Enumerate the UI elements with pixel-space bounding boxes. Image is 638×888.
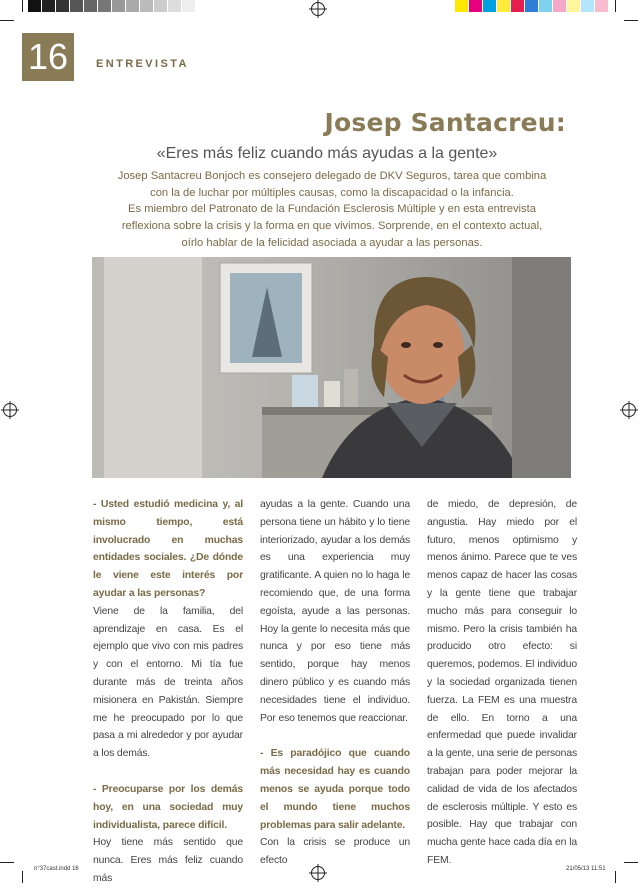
article-column-2 xyxy=(260,496,410,870)
section-label: ENTREVISTA xyxy=(96,58,189,70)
article-intro xyxy=(112,168,552,252)
crop-mark xyxy=(615,0,616,12)
interview-answer: ayudas a la gente. Cuando una persona tiene un hábito y lo tiene interiorizado, ayudar a los demás es una experiencia muy gratificante. A quien no lo haga le recomiendo que, de una forma egoísta, ayude a las personas. Hoy la gente lo necesita más que nunca y por eso tiene más sentido, porque hay menos dinero público y es cuando más necesidades tiene el individuo. Por eso tenemos que reaccionar. xyxy=(260,499,410,724)
article-title: Josep Santacreu: xyxy=(324,108,566,137)
grayscale-bar xyxy=(28,0,196,12)
portrait-illustration xyxy=(92,257,571,478)
crop-mark xyxy=(0,862,14,863)
intro-line: reflexiona sobre la crisis y la forma en que vivimos. Sorprende, en el contexto actual, xyxy=(121,220,543,233)
interview-answer: Viene de la familia, del aprendizaje en casa. Es el ejemplo que vivo con mis padres y con el entorno. Mi tía fue durante más de treinta años misionera en Pakistán. Siempre me he preocupado por lo que pasa a mi alrededor y por ayudar a los demás. xyxy=(93,605,243,760)
registration-mark-icon xyxy=(3,403,17,417)
file-slug: n°37cast.indd 16 xyxy=(34,866,79,872)
date-slug: 21/05/13 11:51 xyxy=(566,866,606,872)
interview-answer: Con la crisis se produce un efecto xyxy=(260,837,410,867)
crop-mark xyxy=(615,871,616,883)
crop-mark xyxy=(624,20,638,21)
interview-answer: de miedo, de depresión, de angustia. Hay miedo por el futuro, menos optimismo y menos ánimo. Parece que te ves menos capaz de hacer las cosas y la gente tiene que trabajar mucho más para conseguir lo mismo. Pero la crisis también ha producido otro efecto: si queremos, podemos. El individuo y la sociedad organizada tienen fuerza. La FEM es una muestra de ello. En torno a una enfermedad que puede invalidar a la gente, una serie de personas trabajan para poder mejorar la calidad de vida de los afectados de esclerosis múltiple. Y esto es posible. Hay que trabajar con mucha gente hace cada día en la FEM. xyxy=(427,499,577,866)
registration-mark-icon xyxy=(311,2,325,16)
article-subtitle: «Eres más feliz cuando más ayudas a la gente» xyxy=(156,145,498,162)
interview-question: - Es paradójico que cuando más necesidad hay es cuando menos se ayuda porque todo el mundo tiene muchos problemas para salir adelante. xyxy=(260,748,410,831)
interview-question: - Usted estudió medicina y, al mismo tiempo, está involucrado en muchas entidades sociales. ¿De dónde le viene este interés por ayudar a las personas? xyxy=(93,499,243,599)
color-bar xyxy=(455,0,609,12)
intro-line: con la de luchar por múltiples causas, como la discapacidad o la infancia. xyxy=(150,186,514,199)
crop-mark xyxy=(0,20,14,21)
crop-mark xyxy=(22,871,23,883)
registration-mark-icon xyxy=(622,403,636,417)
page-number: 16 xyxy=(22,33,74,81)
interview-answer: Hoy tiene más sentido que nunca. Eres más feliz cuando más xyxy=(93,837,243,884)
intro-line: Josep Santacreu Bonjoch es consejero delegado de DKV Seguros, tarea que combina xyxy=(117,170,547,182)
portrait-photo xyxy=(92,257,571,478)
crop-mark xyxy=(22,0,23,12)
intro-line: Es miembro del Patronato de la Fundación Esclerosis Múltiple y en esta entrevista xyxy=(128,203,536,216)
article-column-1 xyxy=(93,496,243,888)
crop-mark xyxy=(624,862,638,863)
interview-question: - Preocuparse por los demás hoy, en una sociedad muy individualista, parece difícil. xyxy=(93,783,243,831)
article-column-3 xyxy=(427,496,577,870)
intro-line: oírlo hablar de la felicidad asociada a ayudar a las personas. xyxy=(181,236,483,249)
